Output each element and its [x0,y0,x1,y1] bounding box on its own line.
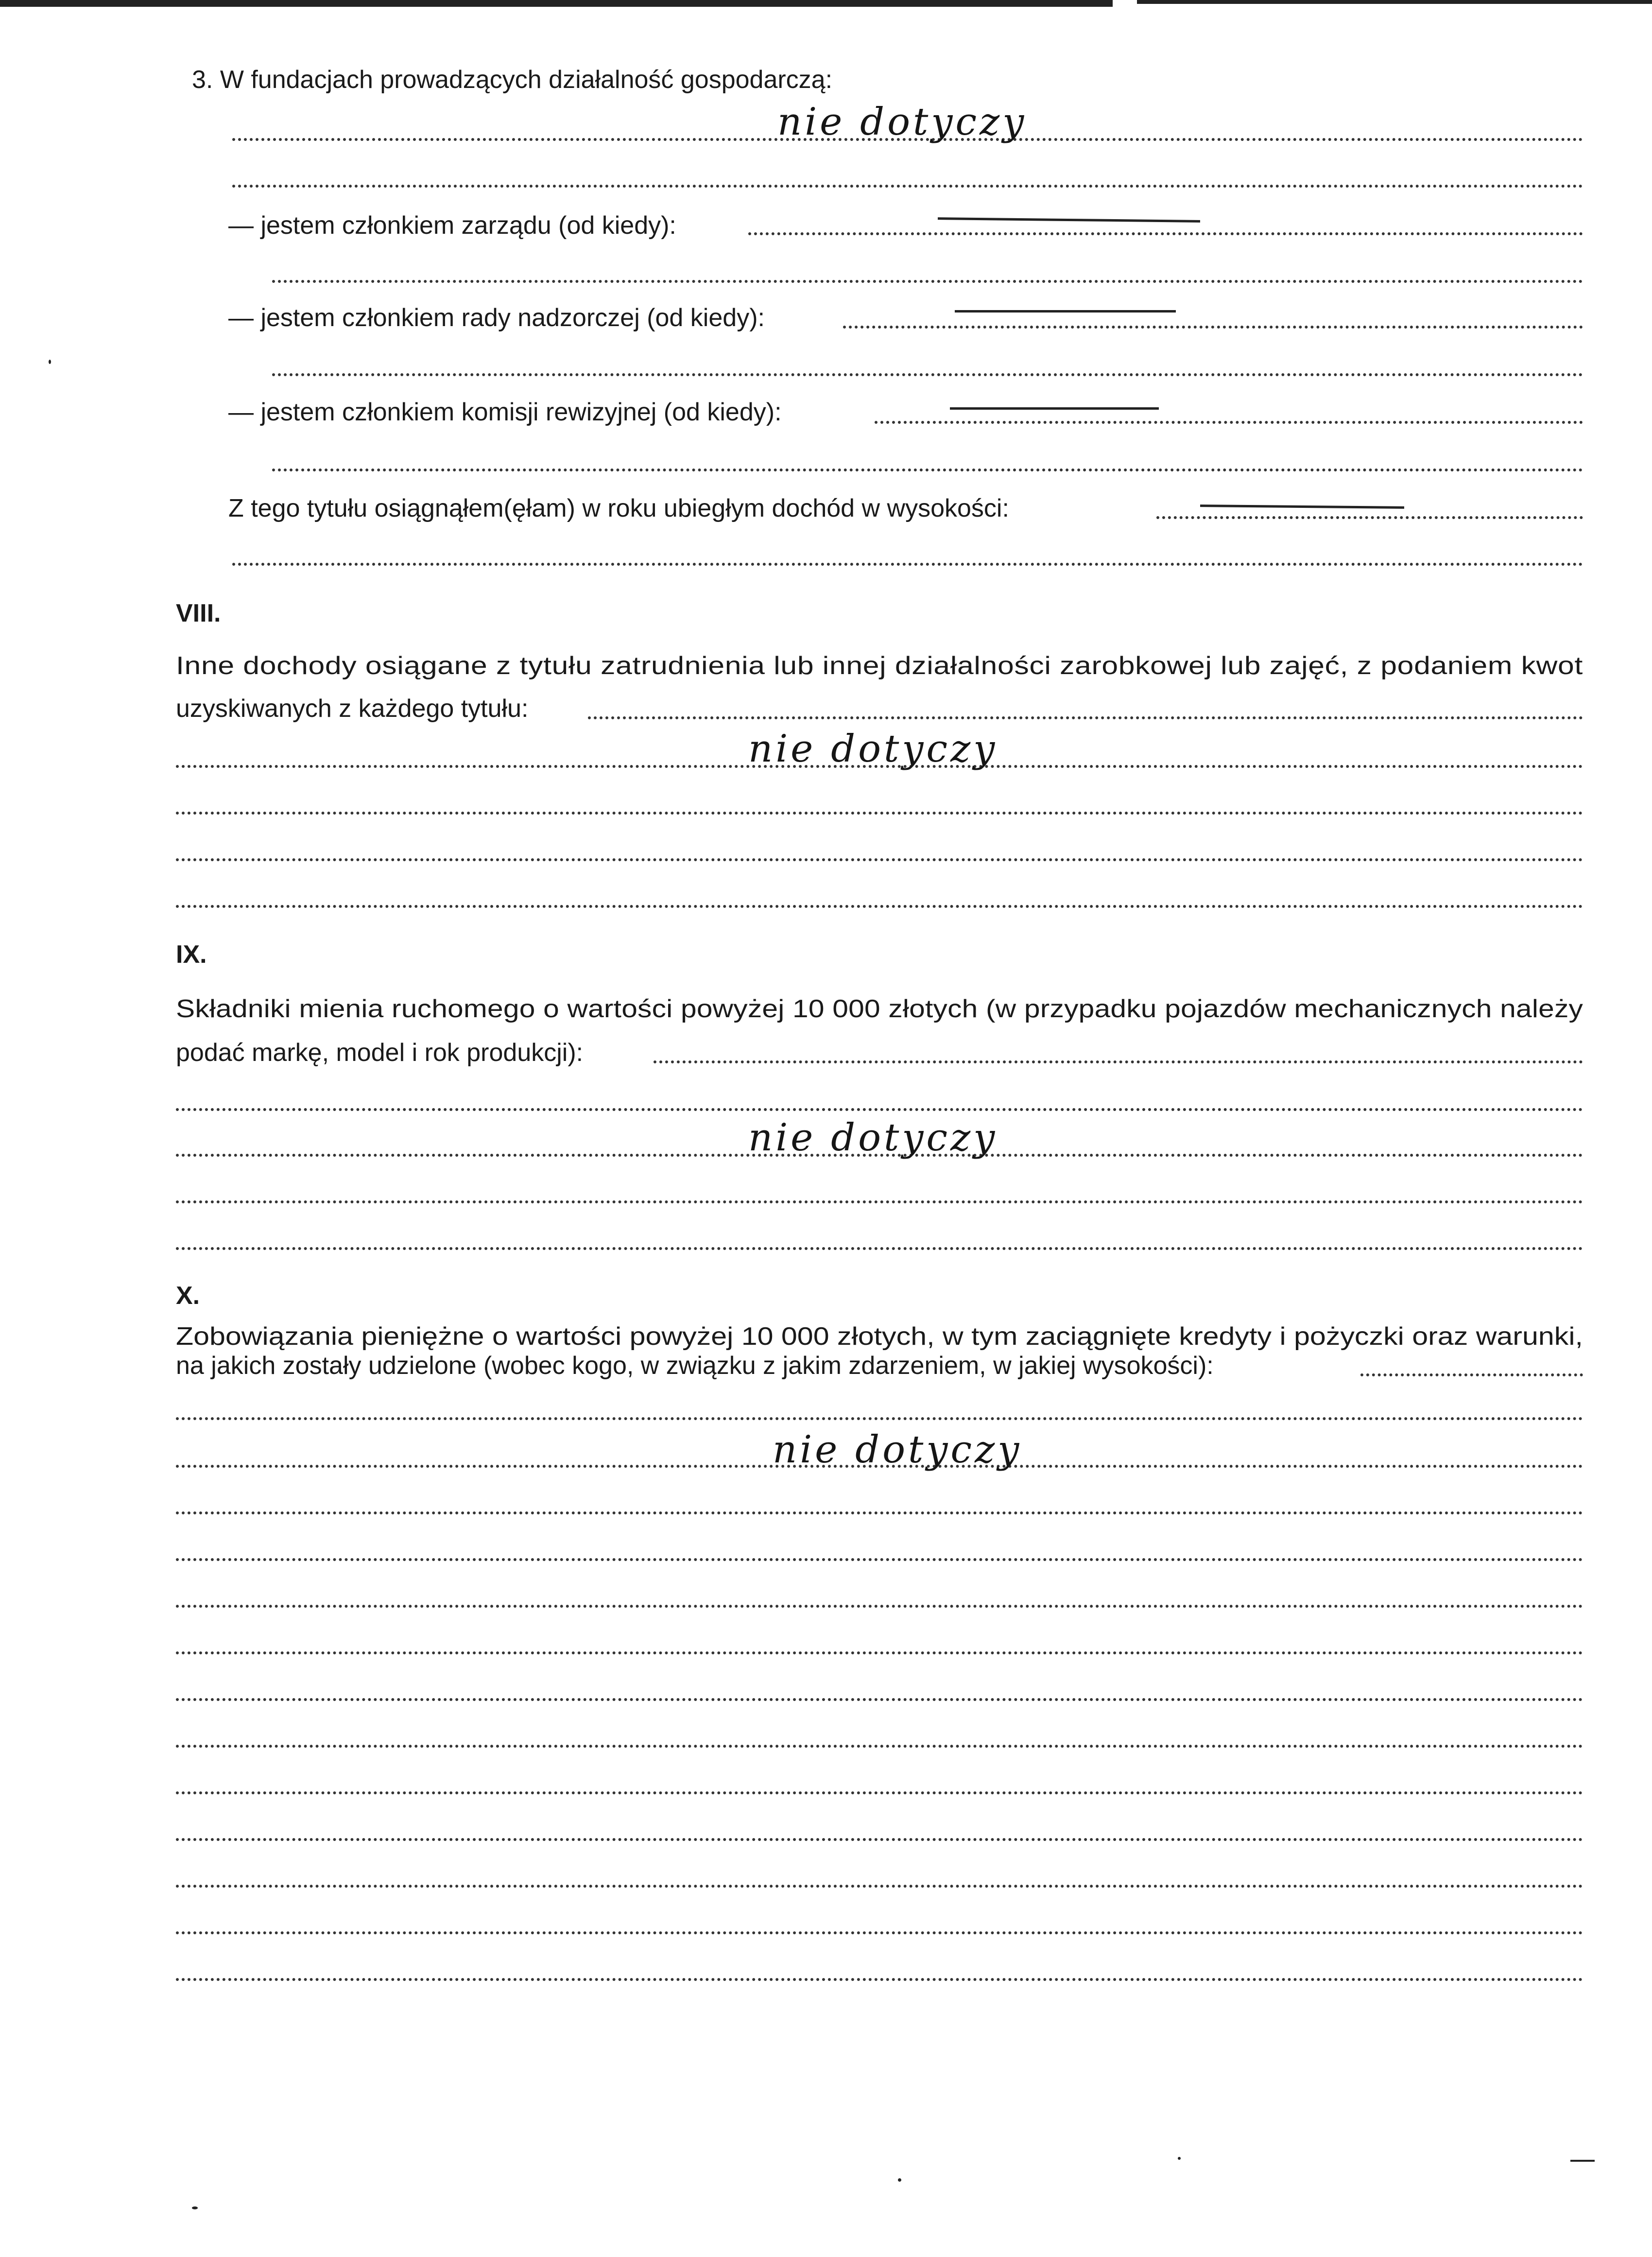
answer-line [176,1651,1583,1654]
answer-line [176,1885,1583,1888]
supervisory-board-label: — jestem członkiem rady nadzorczej (od kiedy): [228,304,765,332]
strike-dash [955,310,1176,313]
answer-line [272,280,1583,283]
answer-line [272,373,1583,376]
strike-dash [950,407,1159,410]
answer-line [272,469,1583,471]
board-member-label: — jestem członkiem zarządu (od kiedy): [228,211,676,240]
scan-edge-right [1137,0,1652,4]
scan-speck [49,360,51,364]
scan-edge-left [0,0,1113,7]
section-ix-handwritten-answer: nie dotyczy [748,1116,998,1160]
answer-line [176,812,1583,815]
answer-line [176,858,1583,861]
section-ix-text: podać markę, model i rok produkcji): [176,1039,584,1067]
section-x-text: na jakich zostały udzielone (wobec kogo, w związku z jakim zdarzeniem, w jakiej wysokości): [176,1352,1214,1380]
section-viii-text: uzyskiwanych z każdego tytułu: [176,694,529,723]
answer-line [176,1931,1583,1934]
answer-line [176,1108,1583,1111]
answer-line [654,1060,1583,1063]
answer-line [748,232,1583,235]
strike-dash [1200,504,1404,509]
income-label: Z tego tytułu osiągnąłem(ęłam) w roku ubiegłym dochód w wysokości: [228,494,1009,522]
section-viii-handwritten-answer: nie dotyczy [748,727,998,771]
answer-line [176,1698,1583,1701]
audit-committee-label: — jestem członkiem komisji rewizyjnej (od kiedy): [228,398,782,426]
section-viii-heading: VIII. [176,599,221,627]
strike-dash [938,217,1200,223]
section-x-heading: X. [176,1282,200,1310]
scan-speck [192,2206,198,2209]
answer-line [1360,1373,1583,1376]
section-viii-text: Inne dochody osiągane z tytułu zatrudnienia lub innej działalności zarobkowej lub zajęć, z podaniem kwot [176,652,1583,680]
answer-line [176,905,1583,908]
answer-line [176,1247,1583,1250]
answer-line [176,1200,1583,1203]
section-x-handwritten-answer: nie dotyczy [773,1428,1022,1472]
section-ix-heading: IX. [176,940,207,969]
answer-line [1156,516,1583,519]
answer-line [176,1745,1583,1748]
answer-line [843,326,1583,329]
answer-line [176,1511,1583,1514]
scan-mark [1570,2160,1595,2162]
answer-line [176,1417,1583,1420]
section-ix-text: Składniki mienia ruchomego o wartości powyżej 10 000 złotych (w przypadku pojazdów mechanicznych należy [176,995,1583,1023]
item3-label: 3. W fundacjach prowadzących działalność gospodarczą: [192,66,833,94]
answer-line [176,1791,1583,1794]
answer-line [176,1558,1583,1561]
scan-speck [1178,2157,1181,2160]
answer-line [232,563,1583,566]
answer-line [176,1605,1583,1608]
answer-line [875,421,1583,424]
section-x-text: Zobowiązania pieniężne o wartości powyżej 10 000 złotych, w tym zaciągnięte kredyty i pożyczki oraz warunki, [176,1322,1583,1351]
scan-speck [898,2178,901,2182]
item3-handwritten-answer: nie dotyczy [777,100,1027,144]
answer-line [588,716,1583,719]
answer-line [176,1978,1583,1981]
answer-line [232,185,1583,188]
answer-line [176,1838,1583,1841]
